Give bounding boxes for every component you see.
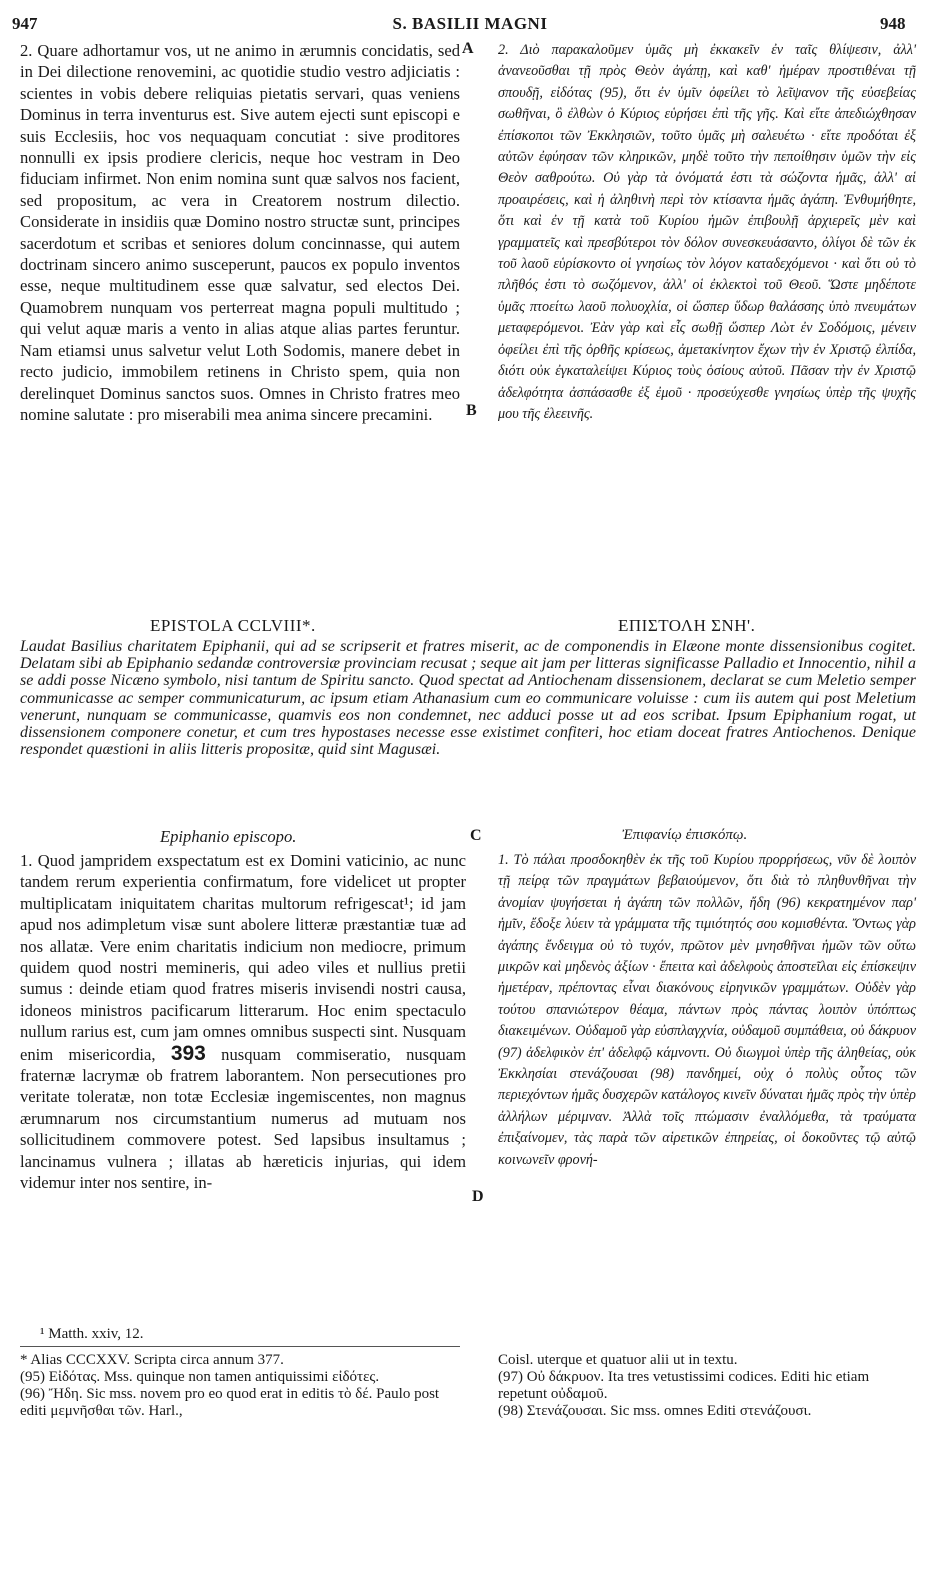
section1-latin-text: 2. Quare adhortamur vos, ut ne animo in ærumnis concidatis, sed in Dei dilectione renovemini, ac quotidie studio vestro adjiciatis : scientes in vobis debere reliquias pietatis servari, quas veniens Dominus in terra inventurus est. Sive autem ejecti sunt episcopi e suis Ecclesiis, hoc vos nequaquam concutiat : sive proditores nonnulli ex ipsis prodiere clericis, neque hoc vestram in Deo fiduciam infirmet. Non enim nomina sunt quæ salvos nos facient, sed propositum, ac vera in Creatorem nostrum dilectio. Considerate in insidiis quæ Domino nostro structæ sunt, principes sacerdotum et scribas et seniores dolum concinnasse, qui autem doctrinam sincero animo susceperunt, paucos ex populo inventos esse, neque multitudinem esse quæ salvatur, sed electos Dei. Quamobrem nunquam vos perterreat magna populi multitudo ; qui velut aquæ maris a vento in alias atque alias partes feruntur. Nam etiamsi unus salvetur velut Loth Sodomis, manere debet in recto judicio, immobilem retinens in Christo spem, quia non derelinquet Dominus sanctos suos. Omnes in Christo fratres meo nomine salutate : pro miserabili mea anima sincere precamini. [20,41,460,424]
epistle-title-latin: EPISTOLA CCLVIII*. [150,616,316,635]
notes-divider [20,1346,460,1347]
margin-letter-a: A [462,40,474,57]
section1-greek-text: 2. Διὸ παρακαλοῦμεν ὑμᾶς μὴ ἐκκακεῖν ἐν ταῖς θλίψεσιν, ἀλλ' ἀνανεοῦσθαι τῇ πρὸς Θεὸν ἀγάπῃ, καὶ καθ' ἡμέραν προστιθέναι τῇ σπουδῇ, εἰδότας (95), ὅτι ἐν ὑμῖν ὀφείλει τὸ λεῖψανον τῆς εὐσεβείας σωθῆναι, ὃ ἐλθὼν ὁ Κύριος εὑρήσει ἐπὶ τῆς γῆς. Καὶ εἴτε ἀπεδιώχθησαν ἐπίσκοποι τῶν Ἐκκλησιῶν, τοῦτο ὑμᾶς μὴ σαλευέτω · εἴτε προδόται ἐξ αὐτῶν ἐφύησαν τῶν κληρικῶν, μηδὲ τοῦτο τὴν πεποίθησιν ὑμῶν τὴν εἰς Θεὸν σαθρούτω. Οὐ γὰρ τὰ ὀνόματά ἐστι τὰ σώζοντα ἡμᾶς, ἀλλ' αἱ προαιρέσεις, καὶ ἡ ἀληθινὴ περὶ τὸν κτίσαντα ἡμᾶς ἀγάπη. Ἐνθυμήθητε, ὅτι καὶ ἐν τῇ κατὰ τοῦ Κυρίου ἡμῶν ἐπιβουλῇ ἀρχιερεῖς μὲν καὶ γραμματεῖς καὶ πρεσβύτεροι τὸν δόλον συνεσκευάσαντο, ὀλίγοι δὲ τῶν ἐκ τοῦ λαοῦ εὑρίσκοντο οἱ γνησίως τὸν λόγον καταδεχόμενοι · καὶ ὅτι οὐ τὸ πλῆθός ἐστι τὸ σωζόμενον, ἀλλ' οἱ ἐκλεκτοὶ τοῦ Θεοῦ. Ὥστε μηδέποτε ὑμᾶς πτοείτω λαοῦ πολυοχλία, οἱ ὥσπερ ὕδωρ θαλάσσης ὑπὸ πνευμάτων μεταφερόμενοι. Ἐὰν γὰρ καὶ εἷς σωθῇ ὥσπερ Λὼτ ἐν Σοδόμοις, μένειν ὀφείλει ἐπὶ τῆς ὀρθῆς κρίσεως, ἀμετακίνητον ἔχων τὴν ἐν Χριστῷ ἐλπίδα, διότι οὐκ ἐγκαταλείψει Κύριος τοὺς ὁσίους αὐτοῦ. Πᾶσαν τὴν ἐν Χριστῷ ἀδελφότητα ἀσπάσασθε ἐξ ἐμοῦ · προσεύχεσθε γνησίως ὑπὲρ τῆς ψυχῆς μου τῆς ἐλεεινῆς. [498,42,916,422]
note-item: * Alias CCCXXV. Scripta circa annum 377. [20,1352,284,1368]
section2-latin-column [20,850,466,1194]
margin-letter-d: D [472,1188,484,1205]
left-page-number: 947 [12,14,38,33]
section2-greek-column [498,850,916,1171]
section1-greek-column [498,40,916,425]
margin-letter-c: C [470,827,482,844]
page-marker: 393 [170,1041,206,1065]
section1-latin-column [20,40,460,425]
note-item: (98) Στενάζουσαι. Sic mss. omnes Editi στενάζουσι. [498,1403,812,1419]
notes-right-column [498,1352,916,1420]
note-item: (96) Ἤδη. Sic mss. novem pro eo quod erat in editis τὸ δέ. Paulo post editi μεμνῆσθαι τῶν. Harl., [20,1386,440,1419]
notes-left-column [20,1352,466,1420]
epistle-title-greek: ΕΠΙΣΤΟΛΗ ΣΝΗ'. [618,616,756,635]
scripture-footnote: ¹ Matth. xxiv, 12. [40,1326,144,1342]
right-page-number: 948 [880,14,906,33]
note-item: (97) Οὐ δάκρυον. Ita tres vetustissimi codices. Editi hic etiam repetunt οὐδαμοῦ. [498,1369,870,1402]
section2-greek-text: 1. Τὸ πάλαι προσδοκηθὲν ἐκ τῆς τοῦ Κυρίου προρρήσεως, νῦν δὲ λοιπὸν τῇ πείρᾳ τῶν πραγμάτων βεβαιούμενον, ὅτι διὰ τὸ πληθυνθῆναι τὴν ἀνομίαν ψυγήσεται ἡ ἀγάπη τῶν πολλῶν, ἤδη (96) κεκρατημένον παρ' ἡμῖν, ἔδοξε λύειν τὰ γράμματα τῆς τιμιότητός σου κομισθέντα. Ὄντως γὰρ ἀγάπης ἔνδειγμα οὐ τὸ τυχόν, πρῶτον μὲν μνησθῆναι ἡμῶν τῶν οὕτω μικρῶν καὶ μηδενὸς ἀξίων · ἔπειτα καὶ ἀδελφοὺς ἀποστεῖλαι εἰς ἐπίσκεψιν ἡμετέραν, πρέποντας εἶναι διακόνους εἰρηνικῶν γραμμάτων. Οὐδὲν γὰρ τούτου σπανιώτερον θέαμα, πάντων πρὸς πάντας λοιπὸν ὑπόπτως διακειμένων. Οὐδαμοῦ γὰρ εὐσπλαγχνία, οὐδαμοῦ συμπάθεια, οὐ δάκρυον (97) ἀδελφικὸν ἐπ' ἀδελφῷ κάμνοντι. Οὐ διωγμοὶ ὑπὲρ τῆς ἀληθείας, οὐκ Ἐκκλησίαι στενάζουσαι (98) πανδημεί, οὐχ ὁ πολὺς οὗτος τῶν περιεχόντων ἡμᾶς δυσχερῶν κατάλογος κινεῖν δύναται ἡμᾶς πρὸς τὴν ὑπὲρ ἀλλήλων μέριμναν. Ἀλλὰ τοῖς πτώμασιν ἐναλλόμεθα, τὰ τραύματα ἐπιξαίνομεν, τὰς παρὰ τῶν αἱρετικῶν ἐπηρείας, οἱ δοκοῦντες τῷ αὐτῷ κοινωνεῖν φρονή- [498,852,916,1168]
section2-latin-text-b: nusquam commiseratio, nusquam fraternæ lacrymæ ob fratrem laborantem. Non persecutiones pro veritate toleratæ, non totæ Ecclesiæ ingemiscentes, non magnus ærumnarum nos circumstantium numerus ad mutuam nos sollicitudinem commovere potest. Sed lapsibus insultamus ; lancinamus vulnera ; illatas ab hæreticis injurias, qui idem videmur inter nos sentire, in- [20,1044,466,1193]
epistle-summary: Laudat Basilius charitatem Epiphanii, qui ad se scripserit et fratres miserit, ac de componendis in Elæone monte dissensionibus cogitet. Delatam sibi ab Epiphanio sedandæ controversiæ provinciam recusat ; seque ait jam per litteras significasse Palladio et Innocentio, nihil a se addi posse Nicæno symbolo, nisi tantum de Spiritu sancto. Quod spectat ad Antiochenam dissensionem, declarat se cum Meletio semper communicasse ac semper communicaturum, ac ipsum etiam Athanasium cum eo communicare voluisse : cum iis autem qui post Meletium venerunt, nunquam se communicasse, quamvis eos non condemnet, nec adduci posse ut ad eos scribat. Ipsum Epiphanium rogat, ut dissensionem componere conetur, et cum tres hypostases necesse esse existimet confiteri, hoc etiam doceat fratres Antiochenos. Denique respondet quæstioni in aliis litteris propositæ, quid sint Magusæi. [20,638,916,759]
note-item: Coisl. uterque et quatuor alii ut in textu. [498,1352,738,1368]
note-item: (95) Εἰδότας. Mss. quinque non tamen antiquissimi εἰδότες. [20,1369,380,1385]
salutation-greek: Ἐπιφανίῳ ἐπισκόπῳ. [622,827,748,843]
section2-latin-text-a: 1. Quod jampridem exspectatum est ex Domini vaticinio, ac nunc tandem rerum experientia confirmatum, fore videlicet ut propter multiplicatam iniquitatem charitas multorum refrigescat¹; id jam apud nos adimpletum visæ sunt abolere litteræ præstantiæ tuæ ad nos allatæ. Vere enim charitatis indicium non mediocre, primum quidem quod nostri memineris, qui adeo viles et nullius pretii sumus : deinde etiam quod fratres miseris invisendi nostri causa, idoneos ministros pacificarum litterarum. Hoc enim spectaculo nullum rarius est, cum jam omnes omnibus suspecti sint. Nusquam enim misericordia, [20,851,466,1064]
salutation-latin: Epiphanio episcopo. [160,827,297,846]
margin-letter-b: B [466,402,477,419]
running-title: S. BASILII MAGNI [392,14,548,33]
